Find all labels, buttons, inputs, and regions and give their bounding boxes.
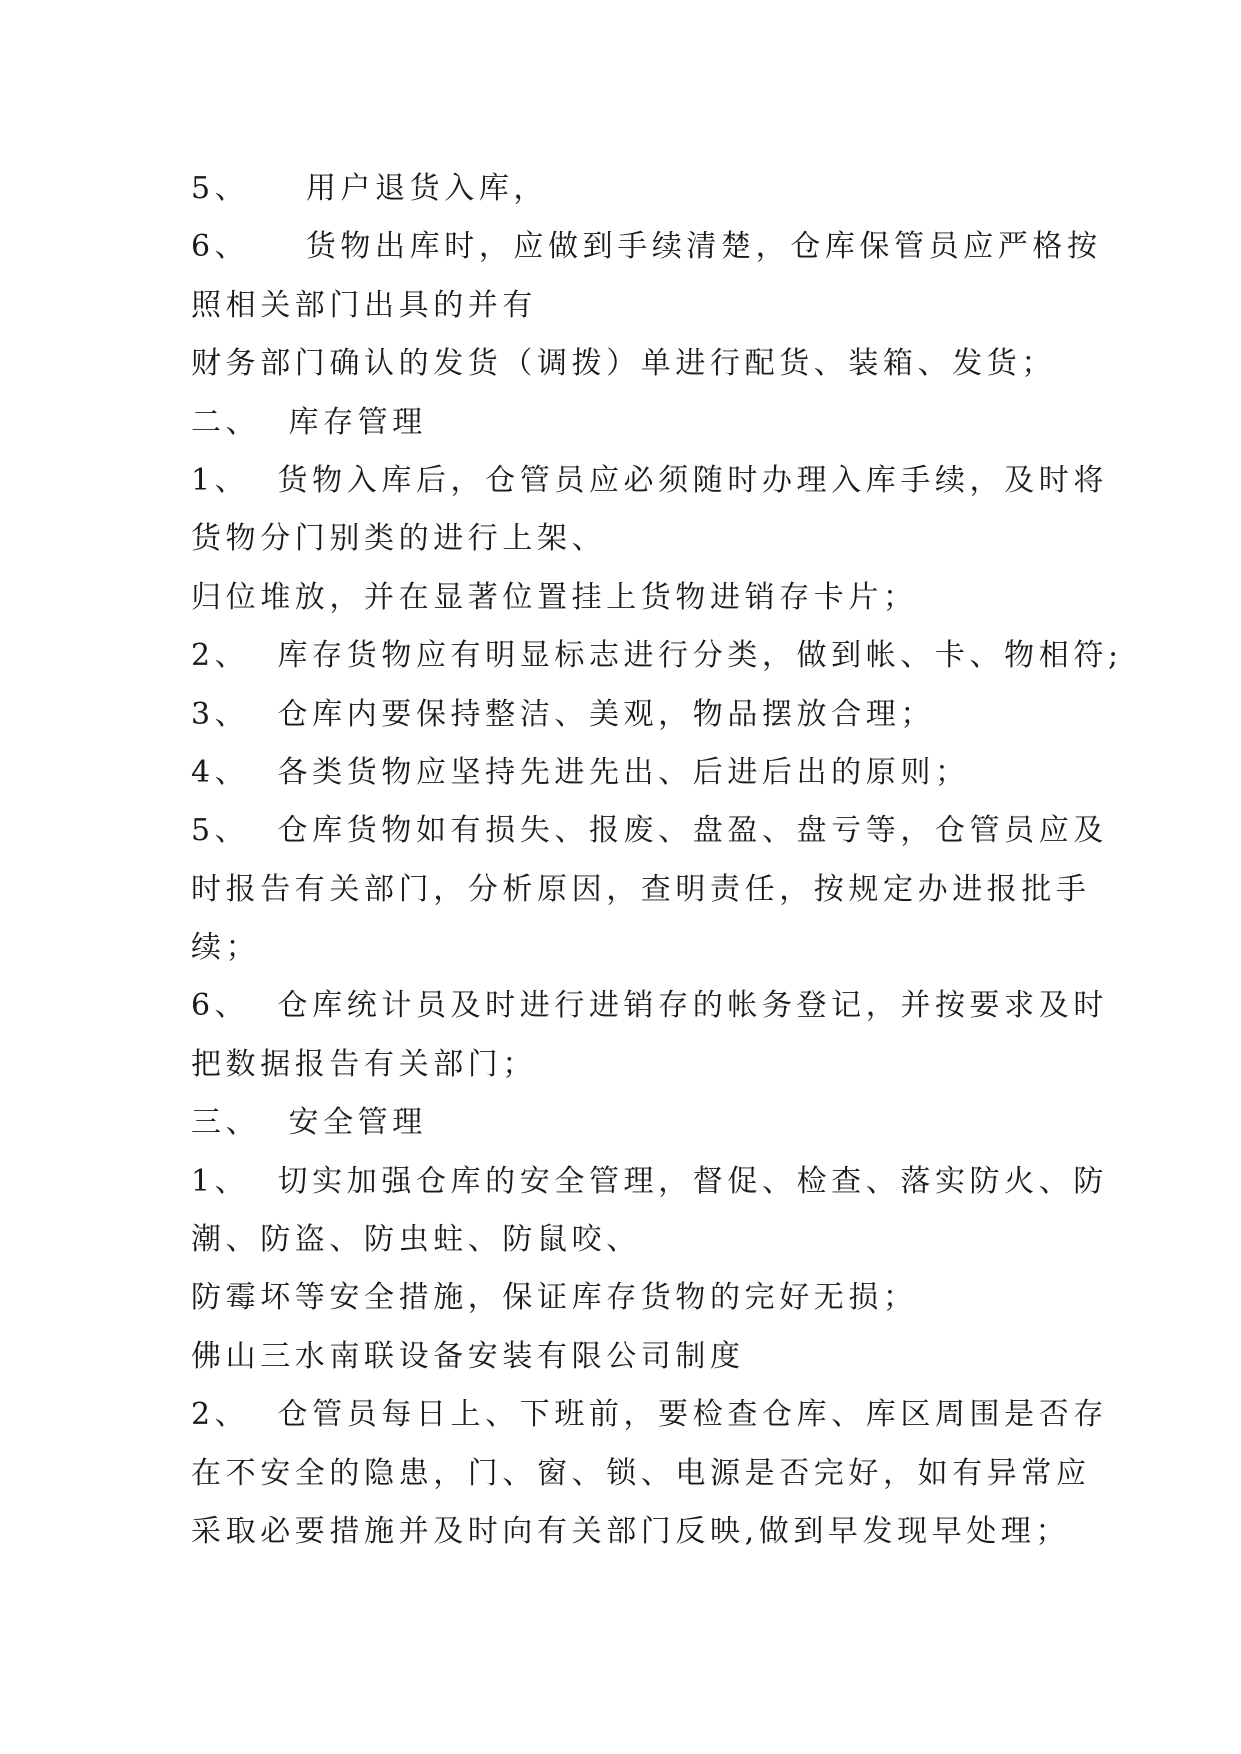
section-heading: 三、 安全管理 bbox=[191, 1105, 427, 1141]
text-line: 照相关部门出具的并有 bbox=[191, 287, 537, 323]
text-line: 防霉坏等安全措施，保证库存货物的完好无损； bbox=[191, 1280, 918, 1316]
text-line: 5、 仓库货物如有损失、报废、盘盈、盘亏等，仓管员应及 bbox=[191, 813, 1108, 849]
text-line: 5、 用户退货入库， bbox=[191, 171, 549, 206]
text-line: 6、 仓库统计员及时进行进销存的帐务登记，并按要求及时 bbox=[191, 988, 1108, 1024]
text-line: 续； bbox=[191, 930, 261, 966]
text-line: 潮、防盗、防虫蛀、防鼠咬、 bbox=[191, 1222, 641, 1258]
text-line: 货物分门别类的进行上架、 bbox=[191, 521, 607, 557]
company-name: 佛山三水南联设备安装有限公司制度 bbox=[191, 1338, 745, 1374]
text-line: 财务部门确认的发货（调拨）单进行配货、装箱、发货； bbox=[191, 346, 1056, 382]
text-line: 2、 仓管员每日上、下班前，要检查仓库、库区周围是否存 bbox=[191, 1397, 1108, 1433]
text-line: 时报告有关部门，分析原因，查明责任，按规定办进报批手 bbox=[191, 871, 1091, 907]
document-body bbox=[191, 160, 1123, 1561]
text-line: 归位堆放，并在显著位置挂上货物进销存卡片； bbox=[191, 579, 918, 615]
text-line: 4、 各类货物应坚持先进先出、后进后出的原则； bbox=[191, 754, 970, 790]
text-line: 1、 货物入库后，仓管员应必须随时办理入库手续，及时将 bbox=[191, 462, 1108, 498]
text-line: 把数据报告有关部门； bbox=[191, 1046, 537, 1082]
section-heading: 二、 库存管理 bbox=[191, 404, 427, 440]
text-line: 1、 切实加强仓库的安全管理，督促、检查、落实防火、防 bbox=[191, 1163, 1108, 1199]
text-line: 2、 库存货物应有明显标志进行分类，做到帐、卡、物相符; bbox=[191, 638, 1123, 674]
text-line: 采取必要措施并及时向有关部门反映,做到早发现早处理； bbox=[191, 1513, 1071, 1549]
text-line: 3、 仓库内要保持整洁、美观，物品摆放合理； bbox=[191, 696, 935, 732]
text-line: 6、 货物出库时，应做到手续清楚，仓库保管员应严格按 bbox=[191, 229, 1102, 265]
text-line: 在不安全的隐患，门、窗、锁、电源是否完好，如有异常应 bbox=[191, 1455, 1091, 1491]
